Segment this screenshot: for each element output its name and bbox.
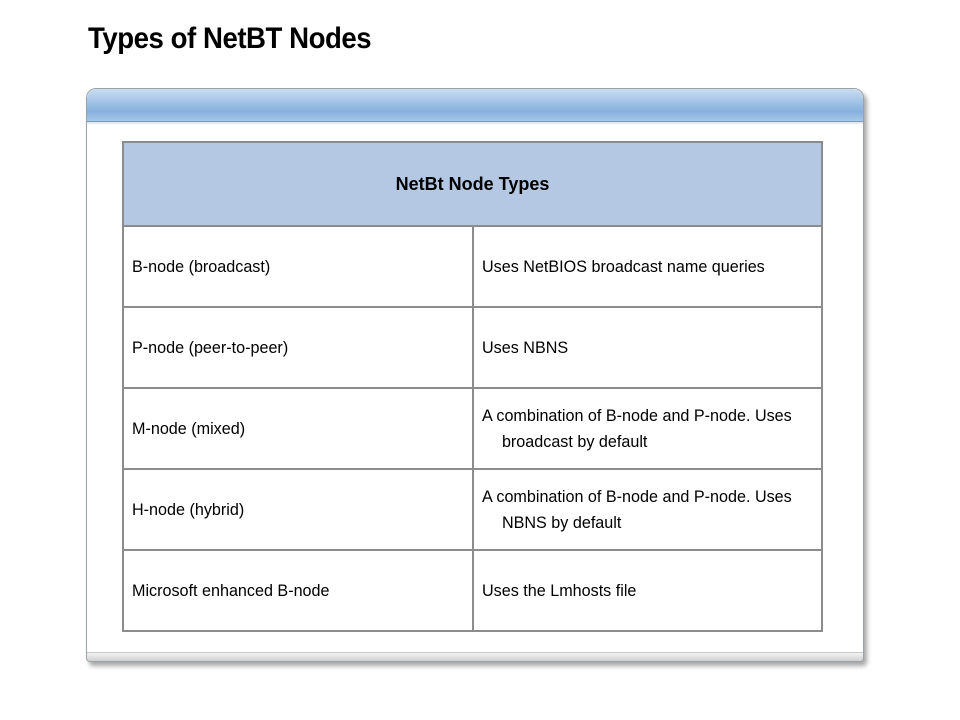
- node-type-name: H-node (hybrid): [123, 469, 473, 550]
- node-type-name: B-node (broadcast): [123, 226, 473, 307]
- node-type-description: A combination of B-node and P-node. Uses NBNS by default: [473, 469, 823, 550]
- node-type-name: Microsoft enhanced B-node: [123, 550, 473, 631]
- table-row: [123, 469, 822, 550]
- node-type-name: M-node (mixed): [123, 388, 473, 469]
- table-row: [123, 307, 822, 388]
- table-row: [123, 550, 822, 631]
- table-header: NetBt Node Types: [123, 142, 822, 226]
- node-types-table: [122, 141, 823, 632]
- panel-footer-bar: [87, 652, 863, 661]
- slide-title: Types of NetBT Nodes: [88, 22, 372, 55]
- node-type-name: P-node (peer-to-peer): [123, 307, 473, 388]
- node-type-description: A combination of B-node and P-node. Uses broadcast by default: [473, 388, 823, 469]
- node-type-description: Uses NBNS: [473, 307, 823, 388]
- node-type-description: Uses the Lmhosts file: [473, 550, 823, 631]
- node-type-description: Uses NetBIOS broadcast name queries: [473, 226, 823, 307]
- panel-header-bar: [87, 89, 863, 122]
- table-row: [123, 388, 822, 469]
- table-row: [123, 226, 822, 307]
- table-header-row: [123, 142, 822, 226]
